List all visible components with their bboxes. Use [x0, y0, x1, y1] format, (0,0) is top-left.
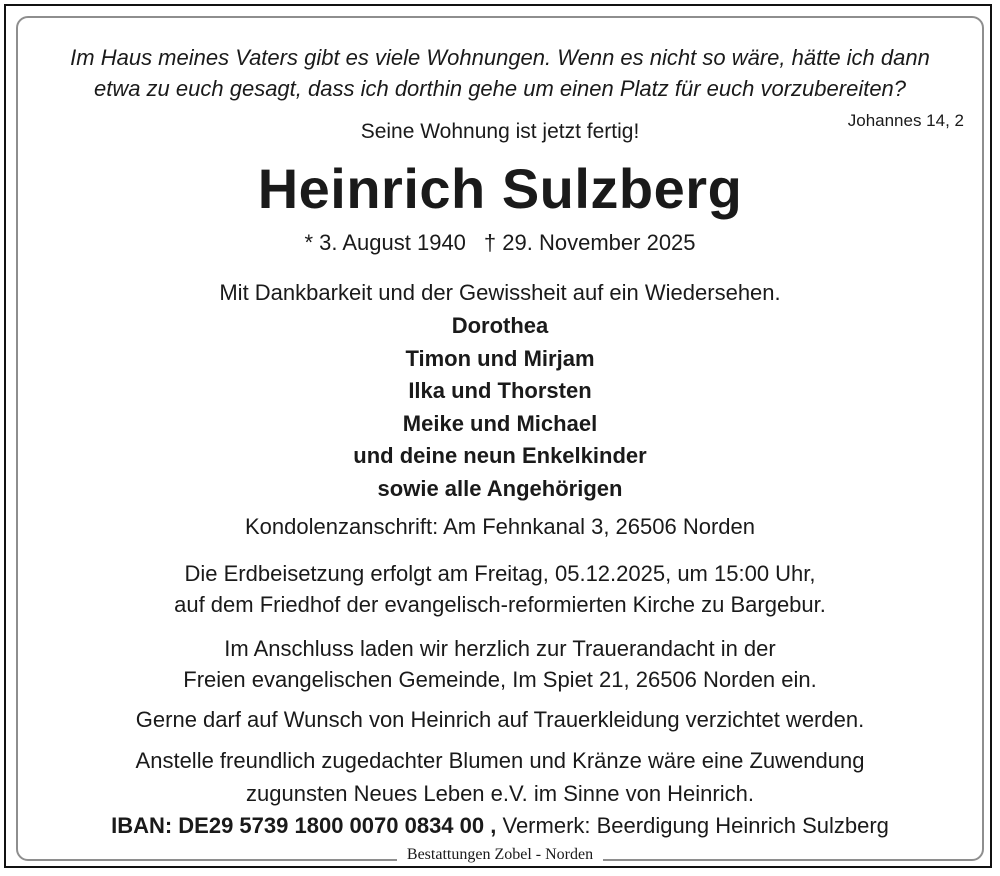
- lead-sentence: Seine Wohnung ist jetzt fertig!: [360, 120, 640, 143]
- burial-line-1: Die Erdbeisetzung erfolgt am Freitag, 05.12.2025, um 15:00 Uhr,: [184, 561, 816, 586]
- bank-details: [0, 809, 1000, 842]
- life-dates: [0, 230, 1000, 256]
- family-member: Meike und Michael: [402, 410, 598, 436]
- donation-line-1: Anstelle freundlich zugedachter Blumen und Kränze wäre eine Zuwendung: [135, 748, 865, 773]
- gratitude-line: Mit Dankbarkeit und der Gewissheit auf ein Wiedersehen.: [219, 280, 781, 305]
- family-member: Dorothea: [451, 313, 549, 338]
- family-member: und deine neun Enkelkinder: [353, 443, 647, 468]
- bible-verse-line-2: etwa zu euch gesagt, dass ich dorthin gehe um einen Platz für euch vorzubereiten?: [93, 76, 907, 101]
- family-member: sowie alle Angehörigen: [377, 475, 623, 501]
- cross-icon: †: [483, 230, 497, 255]
- transfer-note: Vermerk: Beerdigung Heinrich Sulzberg: [502, 813, 889, 838]
- bible-reference: Johannes 14, 2: [847, 111, 964, 130]
- condolence-address: Kondolenzanschrift: Am Fehnkanal 3, 26506 Norden: [245, 514, 755, 539]
- service-line-2: Freien evangelischen Gemeinde, Im Spiet 21, 26506 Norden ein.: [183, 667, 817, 692]
- donation-line-2: zugunsten Neues Leben e.V. im Sinne von Heinrich.: [246, 781, 754, 806]
- family-member: Timon und Mirjam: [405, 345, 595, 371]
- undertaker-name: Bestattungen Zobel - Norden: [397, 846, 603, 863]
- family-member: Ilka und Thorsten: [408, 378, 592, 403]
- bible-verse-line-1: Im Haus meines Vaters gibt es viele Wohnungen. Wenn es nicht so wäre, hätte ich dann: [70, 45, 930, 70]
- birth-date: * 3. August 1940: [304, 230, 466, 255]
- family-list: [0, 310, 1000, 505]
- deceased-name: Heinrich Sulzberg: [257, 157, 743, 220]
- iban: IBAN: DE29 5739 1800 0070 0834 00 ,: [111, 813, 497, 838]
- death-date: 29. November 2025: [502, 230, 696, 255]
- burial-line-2: auf dem Friedhof der evangelisch-reformierten Kirche zu Bargebur.: [174, 592, 826, 617]
- dress-code-line: Gerne darf auf Wunsch von Heinrich auf Trauerkleidung verzichtet werden.: [135, 707, 865, 732]
- undertaker-label: [0, 846, 1000, 864]
- service-line-1: Im Anschluss laden wir herzlich zur Trauerandacht in der: [224, 636, 776, 661]
